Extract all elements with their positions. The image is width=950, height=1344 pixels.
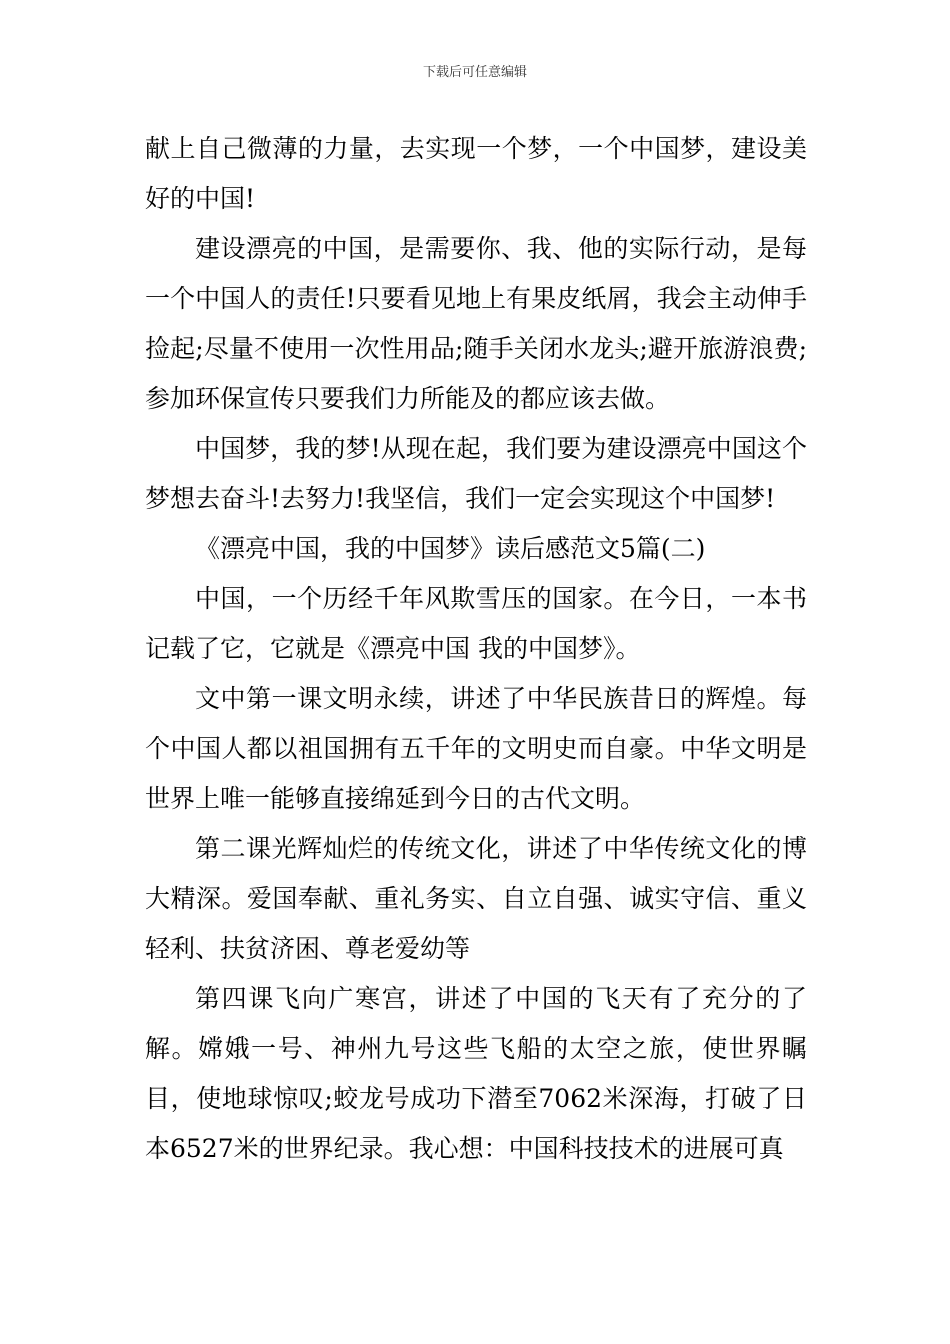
paragraph-5: 文中第一课文明永续，讲述了中华民族昔日的辉煌。每个中国人都以祖国拥有五千年的文明史而自豪。中华文明是世界上唯一能够直接绵延到今日的古代文明。	[145, 684, 807, 813]
document-body	[145, 124, 807, 1174]
page-header: 下载后可任意编辑	[422, 65, 527, 80]
paragraph-1: 献上自己微薄的力量，去实现一个梦，一个中国梦，建设美好的中国!	[145, 134, 807, 213]
paragraph-2: 建设漂亮的中国，是需要你、我、他的实际行动，是每一个中国人的责任!只要看见地上有果皮纸屑，我会主动伸手捡起;尽量不使用一次性用品;随手关闭水龙头;避开旅游浪费;参加环保宣传只要我们力所能及的都应该去做。	[145, 234, 807, 413]
paragraph-3: 中国梦，我的梦!从现在起，我们要为建设漂亮中国这个梦想去奋斗!去努力!我坚信，我们一定会实现这个中国梦!	[145, 434, 807, 513]
paragraph-7: 第四课飞向广寒宫，讲述了中国的飞天有了充分的了解。嫦娥一号、神州九号这些飞船的太空之旅，使世界瞩目，使地球惊叹;蛟龙号成功下潜至7062米深海，打破了日本6527米的世界纪录。我心想：中国科技技术的进展可真	[145, 984, 807, 1163]
paragraph-4: 中国，一个历经千年风欺雪压的国家。在今日，一本书记载了它，它就是《漂亮中国 我的中国梦》。	[145, 584, 807, 663]
paragraph-6: 第二课光辉灿烂的传统文化，讲述了中华传统文化的博大精深。爱国奉献、重礼务实、自立自强、诚实守信、重义轻利、扶贫济困、尊老爱幼等	[145, 834, 807, 963]
section-title: 《漂亮中国，我的中国梦》读后感范文5篇(二)	[195, 534, 706, 563]
